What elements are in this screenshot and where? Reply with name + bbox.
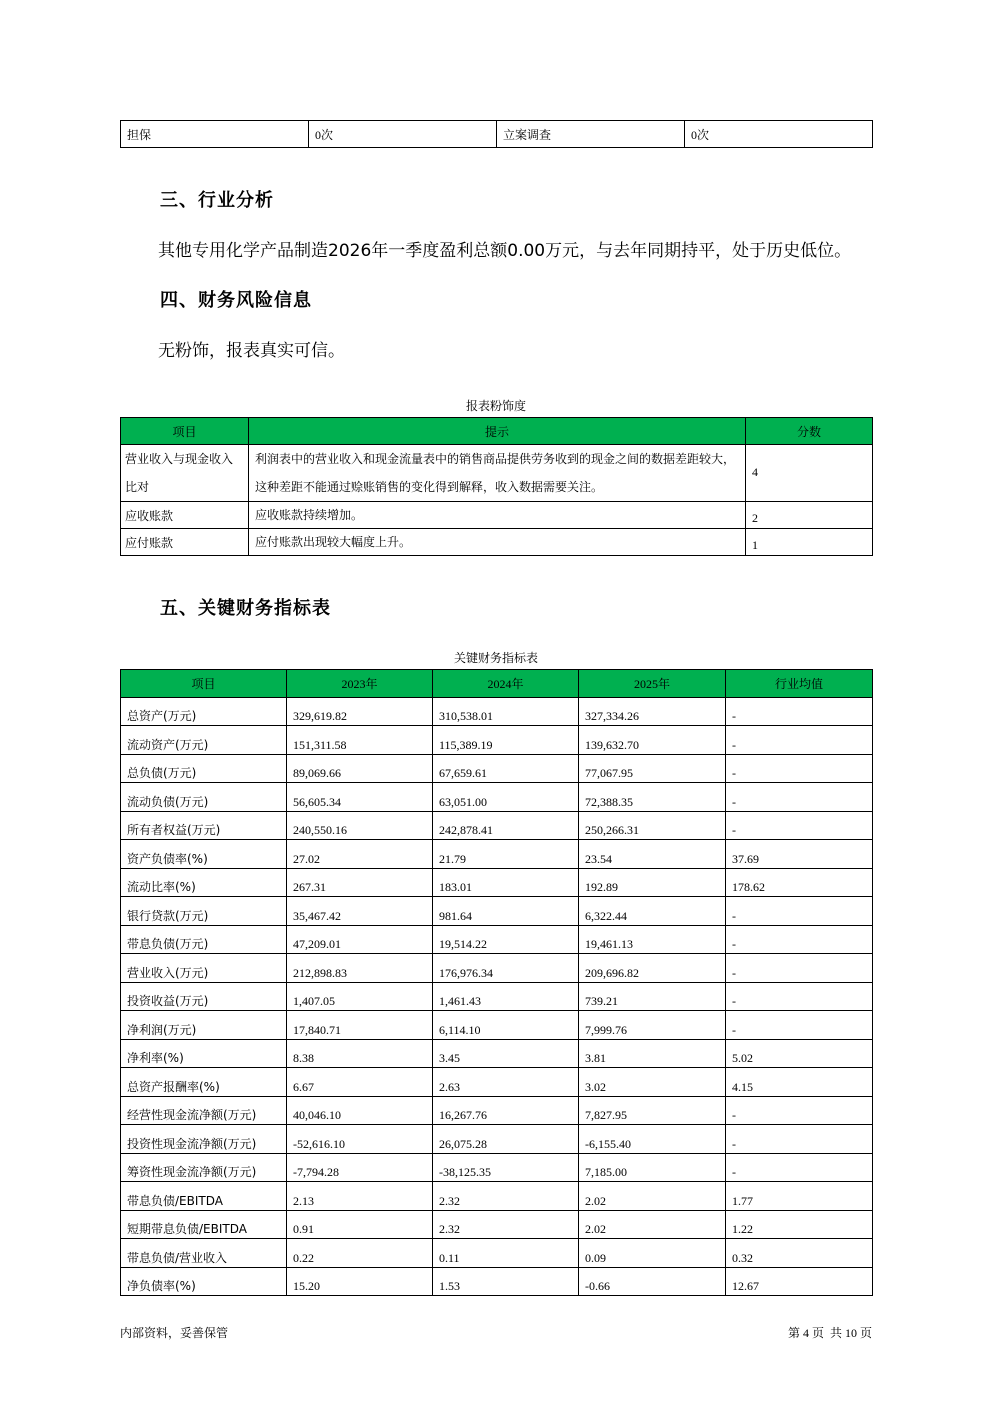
indicator-value: 16,267.76 bbox=[433, 1096, 579, 1125]
indicator-value: 7,999.76 bbox=[579, 1011, 726, 1040]
table-row bbox=[121, 121, 873, 148]
indicator-value: - bbox=[726, 811, 873, 840]
indicator-value: 2.32 bbox=[433, 1210, 579, 1239]
indicator-value: 329,619.82 bbox=[287, 697, 433, 726]
indicator-label: 资产负债率(%) bbox=[121, 840, 287, 869]
indicator-value: 6.67 bbox=[287, 1068, 433, 1097]
indicator-label: 流动比率(%) bbox=[121, 868, 287, 897]
table-row bbox=[121, 1210, 873, 1239]
risk-hint: 应付账款出现较大幅度上升。 bbox=[249, 529, 746, 556]
table-row bbox=[121, 1182, 873, 1211]
indicator-value: - bbox=[726, 925, 873, 954]
indicator-value: - bbox=[726, 754, 873, 783]
table-row bbox=[121, 1125, 873, 1154]
column-header: 项目 bbox=[121, 670, 287, 698]
column-header: 2025年 bbox=[579, 670, 726, 698]
indicator-value: 310,538.01 bbox=[433, 697, 579, 726]
indicator-value: 192.89 bbox=[579, 868, 726, 897]
indicator-value: 35,467.42 bbox=[287, 897, 433, 926]
industry-analysis-text: 其他专用化学产品制造2026年一季度盈利总额0.00万元，与去年同期持平，处于历史低位。 bbox=[158, 241, 852, 261]
guarantee-table bbox=[120, 120, 873, 148]
indicator-value: - bbox=[726, 726, 873, 755]
indicator-value: 183.01 bbox=[433, 868, 579, 897]
financial-risk-text: 无粉饰，报表真实可信。 bbox=[158, 341, 345, 361]
indicator-value: - bbox=[726, 697, 873, 726]
indicator-value: 23.54 bbox=[579, 840, 726, 869]
indicator-value: 72,388.35 bbox=[579, 783, 726, 812]
indicator-label: 带息负债/营业收入 bbox=[121, 1239, 287, 1268]
financial-risk-heading: 四、财务风险信息 bbox=[160, 290, 312, 311]
column-header: 行业均值 bbox=[726, 670, 873, 698]
indicator-value: 56,605.34 bbox=[287, 783, 433, 812]
risk-score: 2 bbox=[746, 502, 873, 529]
risk-item: 应付账款 bbox=[121, 529, 249, 556]
indicator-value: 15.20 bbox=[287, 1267, 433, 1296]
kpi-table-body bbox=[121, 697, 873, 1296]
indicator-value: - bbox=[726, 783, 873, 812]
guarantee-label: 担保 bbox=[121, 121, 309, 148]
table-row bbox=[121, 445, 873, 502]
indicator-value: 89,069.66 bbox=[287, 754, 433, 783]
indicator-value: 63,051.00 bbox=[433, 783, 579, 812]
column-header: 2024年 bbox=[433, 670, 579, 698]
indicator-value: - bbox=[726, 1011, 873, 1040]
indicator-value: 3.81 bbox=[579, 1039, 726, 1068]
indicator-value: 267.31 bbox=[287, 868, 433, 897]
indicator-value: 47,209.01 bbox=[287, 925, 433, 954]
indicator-label: 投资收益(万元) bbox=[121, 982, 287, 1011]
indicator-value: 6,322.44 bbox=[579, 897, 726, 926]
indicator-value: 2.32 bbox=[433, 1182, 579, 1211]
indicator-value: 1.77 bbox=[726, 1182, 873, 1211]
risk-table bbox=[120, 417, 873, 556]
indicator-value: 0.22 bbox=[287, 1239, 433, 1268]
table-row bbox=[121, 897, 873, 926]
indicator-value: 139,632.70 bbox=[579, 726, 726, 755]
indicator-label: 投资性现金流净额(万元) bbox=[121, 1125, 287, 1154]
indicator-value: 2.13 bbox=[287, 1182, 433, 1211]
table-row bbox=[121, 982, 873, 1011]
indicator-label: 净负债率(%) bbox=[121, 1267, 287, 1296]
indicator-value: 4.15 bbox=[726, 1068, 873, 1097]
indicator-value: 12.67 bbox=[726, 1267, 873, 1296]
indicator-value: 1.53 bbox=[433, 1267, 579, 1296]
indicator-value: 8.38 bbox=[287, 1039, 433, 1068]
risk-score: 1 bbox=[746, 529, 873, 556]
indicator-label: 营业收入(万元) bbox=[121, 954, 287, 983]
indicator-value: 19,514.22 bbox=[433, 925, 579, 954]
indicator-value: 7,185.00 bbox=[579, 1153, 726, 1182]
risk-item: 营业收入与现金收入比对 bbox=[121, 445, 249, 502]
indicator-value: 242,878.41 bbox=[433, 811, 579, 840]
indicator-value: 2.02 bbox=[579, 1182, 726, 1211]
column-header: 提示 bbox=[249, 418, 746, 445]
page-number: 第 4 页 共 10 页 bbox=[787, 1326, 872, 1340]
table-row bbox=[121, 1068, 873, 1097]
table-row bbox=[121, 697, 873, 726]
indicator-value: - bbox=[726, 982, 873, 1011]
table-row bbox=[121, 840, 873, 869]
indicator-value: 178.62 bbox=[726, 868, 873, 897]
indicator-value: 67,659.61 bbox=[433, 754, 579, 783]
indicator-value: -38,125.35 bbox=[433, 1153, 579, 1182]
indicator-value: 212,898.83 bbox=[287, 954, 433, 983]
indicator-value: 40,046.10 bbox=[287, 1096, 433, 1125]
indicator-value: 176,976.34 bbox=[433, 954, 579, 983]
indicator-label: 流动负债(万元) bbox=[121, 783, 287, 812]
indicator-value: - bbox=[726, 954, 873, 983]
table-row bbox=[121, 502, 873, 529]
risk-table-caption: 报表粉饰度 bbox=[465, 399, 526, 413]
indicator-value: 327,334.26 bbox=[579, 697, 726, 726]
table-row bbox=[121, 811, 873, 840]
indicator-label: 总资产报酬率(%) bbox=[121, 1068, 287, 1097]
indicator-label: 所有者权益(万元) bbox=[121, 811, 287, 840]
indicator-value: - bbox=[726, 1153, 873, 1182]
indicator-value: 77,067.95 bbox=[579, 754, 726, 783]
indicator-value: 0.32 bbox=[726, 1239, 873, 1268]
indicator-value: 1,461.43 bbox=[433, 982, 579, 1011]
investigation-label: 立案调查 bbox=[497, 121, 685, 148]
indicator-value: -0.66 bbox=[579, 1267, 726, 1296]
indicator-label: 净利润(万元) bbox=[121, 1011, 287, 1040]
indicator-value: 26,075.28 bbox=[433, 1125, 579, 1154]
table-row bbox=[121, 1239, 873, 1268]
indicator-value: 0.09 bbox=[579, 1239, 726, 1268]
table-header-row bbox=[121, 418, 873, 445]
indicator-value: 0.91 bbox=[287, 1210, 433, 1239]
table-row bbox=[121, 954, 873, 983]
kpi-table bbox=[120, 669, 873, 1296]
table-row bbox=[121, 1153, 873, 1182]
indicator-label: 带息负债(万元) bbox=[121, 925, 287, 954]
table-row bbox=[121, 1039, 873, 1068]
indicator-value: 115,389.19 bbox=[433, 726, 579, 755]
indicator-value: 739.21 bbox=[579, 982, 726, 1011]
kpi-table-caption: 关键财务指标表 bbox=[453, 651, 538, 665]
indicator-value: 151,311.58 bbox=[287, 726, 433, 755]
indicator-value: 37.69 bbox=[726, 840, 873, 869]
indicator-label: 流动资产(万元) bbox=[121, 726, 287, 755]
key-indicators-heading: 五、关键财务指标表 bbox=[160, 598, 331, 619]
column-header: 分数 bbox=[746, 418, 873, 445]
table-row bbox=[121, 783, 873, 812]
indicator-label: 净利率(%) bbox=[121, 1039, 287, 1068]
indicator-value: 7,827.95 bbox=[579, 1096, 726, 1125]
risk-hint: 应收账款持续增加。 bbox=[249, 502, 746, 529]
investigation-value: 0次 bbox=[685, 121, 873, 148]
industry-analysis-heading: 三、行业分析 bbox=[160, 190, 274, 211]
indicator-value: 21.79 bbox=[433, 840, 579, 869]
indicator-label: 总负债(万元) bbox=[121, 754, 287, 783]
indicator-value: 3.45 bbox=[433, 1039, 579, 1068]
indicator-value: 6,114.10 bbox=[433, 1011, 579, 1040]
indicator-value: 1,407.05 bbox=[287, 982, 433, 1011]
indicator-value: - bbox=[726, 1096, 873, 1125]
indicator-value: 27.02 bbox=[287, 840, 433, 869]
indicator-value: 250,266.31 bbox=[579, 811, 726, 840]
indicator-label: 筹资性现金流净额(万元) bbox=[121, 1153, 287, 1182]
risk-hint: 利润表中的营业收入和现金流量表中的销售商品提供劳务收到的现金之间的数据差距较大，这种差距不能通过赊账销售的变化得到解释，收入数据需要关注。 bbox=[249, 445, 746, 502]
indicator-value: 2.02 bbox=[579, 1210, 726, 1239]
risk-score: 4 bbox=[746, 445, 873, 502]
indicator-value: -7,794.28 bbox=[287, 1153, 433, 1182]
indicator-value: 3.02 bbox=[579, 1068, 726, 1097]
indicator-label: 经营性现金流净额(万元) bbox=[121, 1096, 287, 1125]
indicator-value: - bbox=[726, 1125, 873, 1154]
indicator-label: 带息负债/EBITDA bbox=[121, 1182, 287, 1211]
indicator-value: 17,840.71 bbox=[287, 1011, 433, 1040]
indicator-value: 209,696.82 bbox=[579, 954, 726, 983]
column-header: 项目 bbox=[121, 418, 249, 445]
indicator-value: 1.22 bbox=[726, 1210, 873, 1239]
indicator-value: -6,155.40 bbox=[579, 1125, 726, 1154]
risk-item: 应收账款 bbox=[121, 502, 249, 529]
indicator-value: 0.11 bbox=[433, 1239, 579, 1268]
table-row bbox=[121, 754, 873, 783]
table-row bbox=[121, 1267, 873, 1296]
column-header: 2023年 bbox=[287, 670, 433, 698]
indicator-value: -52,616.10 bbox=[287, 1125, 433, 1154]
table-row bbox=[121, 1011, 873, 1040]
guarantee-value: 0次 bbox=[309, 121, 497, 148]
indicator-label: 银行贷款(万元) bbox=[121, 897, 287, 926]
table-row bbox=[121, 726, 873, 755]
table-header-row bbox=[121, 670, 873, 698]
indicator-value: - bbox=[726, 897, 873, 926]
table-row bbox=[121, 925, 873, 954]
indicator-value: 240,550.16 bbox=[287, 811, 433, 840]
indicator-value: 981.64 bbox=[433, 897, 579, 926]
indicator-value: 5.02 bbox=[726, 1039, 873, 1068]
footer-confidential: 内部资料，妥善保管 bbox=[120, 1326, 229, 1340]
table-row bbox=[121, 868, 873, 897]
indicator-label: 总资产(万元) bbox=[121, 697, 287, 726]
table-row bbox=[121, 529, 873, 556]
indicator-label: 短期带息负债/EBITDA bbox=[121, 1210, 287, 1239]
indicator-value: 2.63 bbox=[433, 1068, 579, 1097]
table-row bbox=[121, 1096, 873, 1125]
indicator-value: 19,461.13 bbox=[579, 925, 726, 954]
